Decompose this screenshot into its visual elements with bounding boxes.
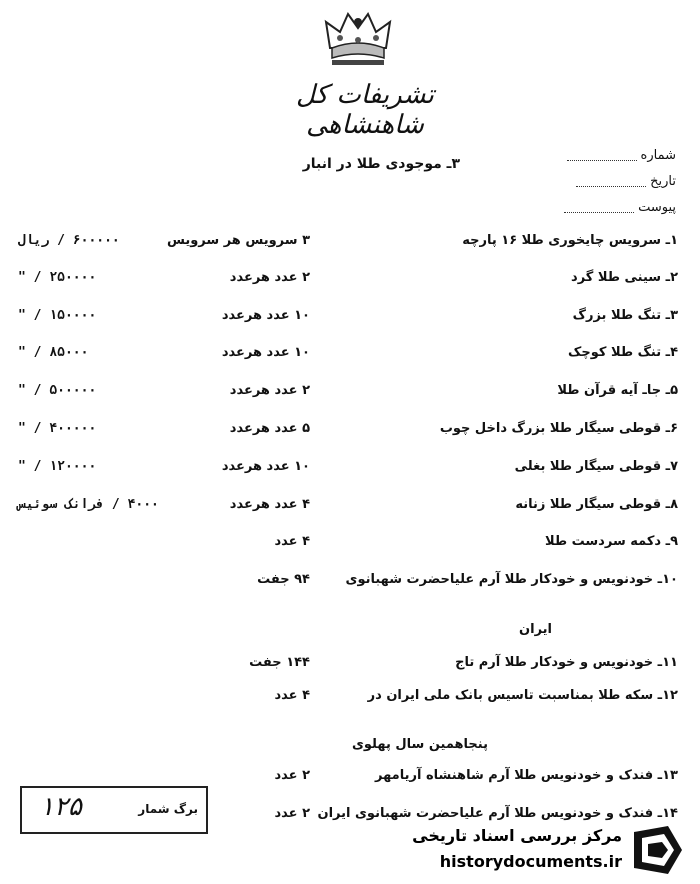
item-description: ۱۳ـ فندک و خودنویس طلا آرم شاهنشاه آریامهر bbox=[375, 768, 678, 783]
item-price: ۲۵۰۰۰۰ / " bbox=[18, 270, 97, 285]
item-quantity: ۲ عدد bbox=[274, 806, 310, 821]
number-field bbox=[567, 148, 676, 163]
item-description: ۸ـ قوطی سیگار طلا زنانه bbox=[515, 497, 678, 512]
attachment-label: پیوست bbox=[638, 200, 676, 215]
date-field bbox=[576, 174, 676, 189]
item-quantity: ۱۴۴ جفت bbox=[249, 655, 310, 670]
attachment-field bbox=[564, 200, 676, 215]
item-description: ۶ـ قوطی سیگار طلا بزرگ داخل چوب bbox=[439, 421, 678, 436]
item-description: ۱ـ سرویس چایخوری طلا ۱۶ پارچه bbox=[462, 233, 678, 248]
item-quantity: ۳ سرویس هر سرویس bbox=[166, 233, 310, 248]
item-description: ۱۴ـ فندک و خودنویس طلا آرم علیاحضرت شهبانوی ایران bbox=[317, 806, 678, 821]
item-quantity: ۴ عدد bbox=[274, 534, 310, 549]
item-quantity: ۴ عدد bbox=[274, 688, 310, 703]
page-number-stamp bbox=[20, 786, 208, 834]
item-12-continuation: پنجاهمین سال پهلوی bbox=[351, 737, 488, 752]
item-description: ۵ـ جاـ آیه قرآن طلا bbox=[557, 383, 678, 398]
item-quantity: ۹۴ جفت bbox=[257, 572, 310, 587]
item-description: ۱۲ـ سکه طلا بمناسبت تاسیس بانک ملی ایران در bbox=[367, 688, 678, 703]
item-quantity: ۱۰ عدد هرعدد bbox=[221, 459, 310, 474]
inventory-item-row bbox=[0, 572, 700, 596]
inventory-item-row bbox=[0, 383, 700, 407]
item-quantity: ۲ عدد هرعدد bbox=[229, 270, 310, 285]
item-quantity: ۲ عدد bbox=[274, 768, 310, 783]
inventory-item-row bbox=[0, 688, 700, 712]
item-price: ۸۵۰۰۰ / " bbox=[18, 345, 89, 360]
document-title: ۳ـ موجودی طلا در انبار bbox=[302, 156, 460, 172]
watermark-text: مرکز بررسی اسناد تاریخی bbox=[412, 826, 622, 845]
archive-logo-icon bbox=[628, 822, 688, 878]
inventory-item-row bbox=[0, 497, 700, 521]
item-price: ۶۰۰۰۰۰ / ریال bbox=[18, 233, 120, 248]
item-description: ۴ـ تنگ طلا کوچک bbox=[568, 345, 678, 360]
item-price: ۴۰۰۰ / فرانک سوئیس bbox=[18, 497, 159, 512]
item-description: ۲ـ سینی طلا گرد bbox=[571, 270, 678, 285]
inventory-item-row bbox=[0, 655, 700, 679]
number-label: شماره bbox=[640, 148, 676, 163]
item-quantity: ۴ عدد هرعدد bbox=[229, 497, 310, 512]
inventory-item-row bbox=[0, 459, 700, 483]
date-label: تاریخ bbox=[650, 174, 676, 189]
inventory-item-row bbox=[0, 270, 700, 294]
crown-emblem-icon bbox=[322, 8, 394, 70]
item-quantity: ۲ عدد هرعدد bbox=[229, 383, 310, 398]
item-10-continuation: ایران bbox=[519, 622, 552, 637]
item-description: ۷ـ قوطی سیگار طلا بغلی bbox=[514, 459, 678, 474]
watermark-url: historydocuments.ir bbox=[439, 852, 622, 871]
item-quantity: ۵ عدد هرعدد bbox=[229, 421, 310, 436]
item-quantity: ۱۰ عدد هرعدد bbox=[221, 308, 310, 323]
inventory-item-row bbox=[0, 534, 700, 558]
letterhead-title: تشریفات کل شاهنشاهی bbox=[296, 80, 434, 140]
item-price: ۴۰۰۰۰۰ / " bbox=[18, 421, 97, 436]
item-description: ۱۱ـ خودنویس و خودکار طلا آرم تاج bbox=[455, 655, 678, 670]
item-price: ۱۲۰۰۰۰ / " bbox=[18, 459, 97, 474]
stamp-label: برگ شمار bbox=[138, 802, 198, 816]
inventory-item-row bbox=[0, 345, 700, 369]
inventory-item-row bbox=[0, 421, 700, 445]
item-price: ۵۰۰۰۰۰ / " bbox=[18, 383, 97, 398]
item-price: ۱۵۰۰۰۰ / " bbox=[18, 308, 97, 323]
inventory-item-row bbox=[0, 308, 700, 332]
inventory-item-row bbox=[0, 233, 700, 257]
item-description: ۳ـ تنگ طلا بزرگ bbox=[572, 308, 678, 323]
item-quantity: ۱۰ عدد هرعدد bbox=[221, 345, 310, 360]
item-description: ۱۰ـ خودنویس و خودکار طلا آرم علیاحضرت شهبانوی bbox=[345, 572, 678, 587]
stamp-number: ۱۲۵ bbox=[40, 792, 82, 822]
item-description: ۹ـ دکمه سردست طلا bbox=[545, 534, 678, 549]
